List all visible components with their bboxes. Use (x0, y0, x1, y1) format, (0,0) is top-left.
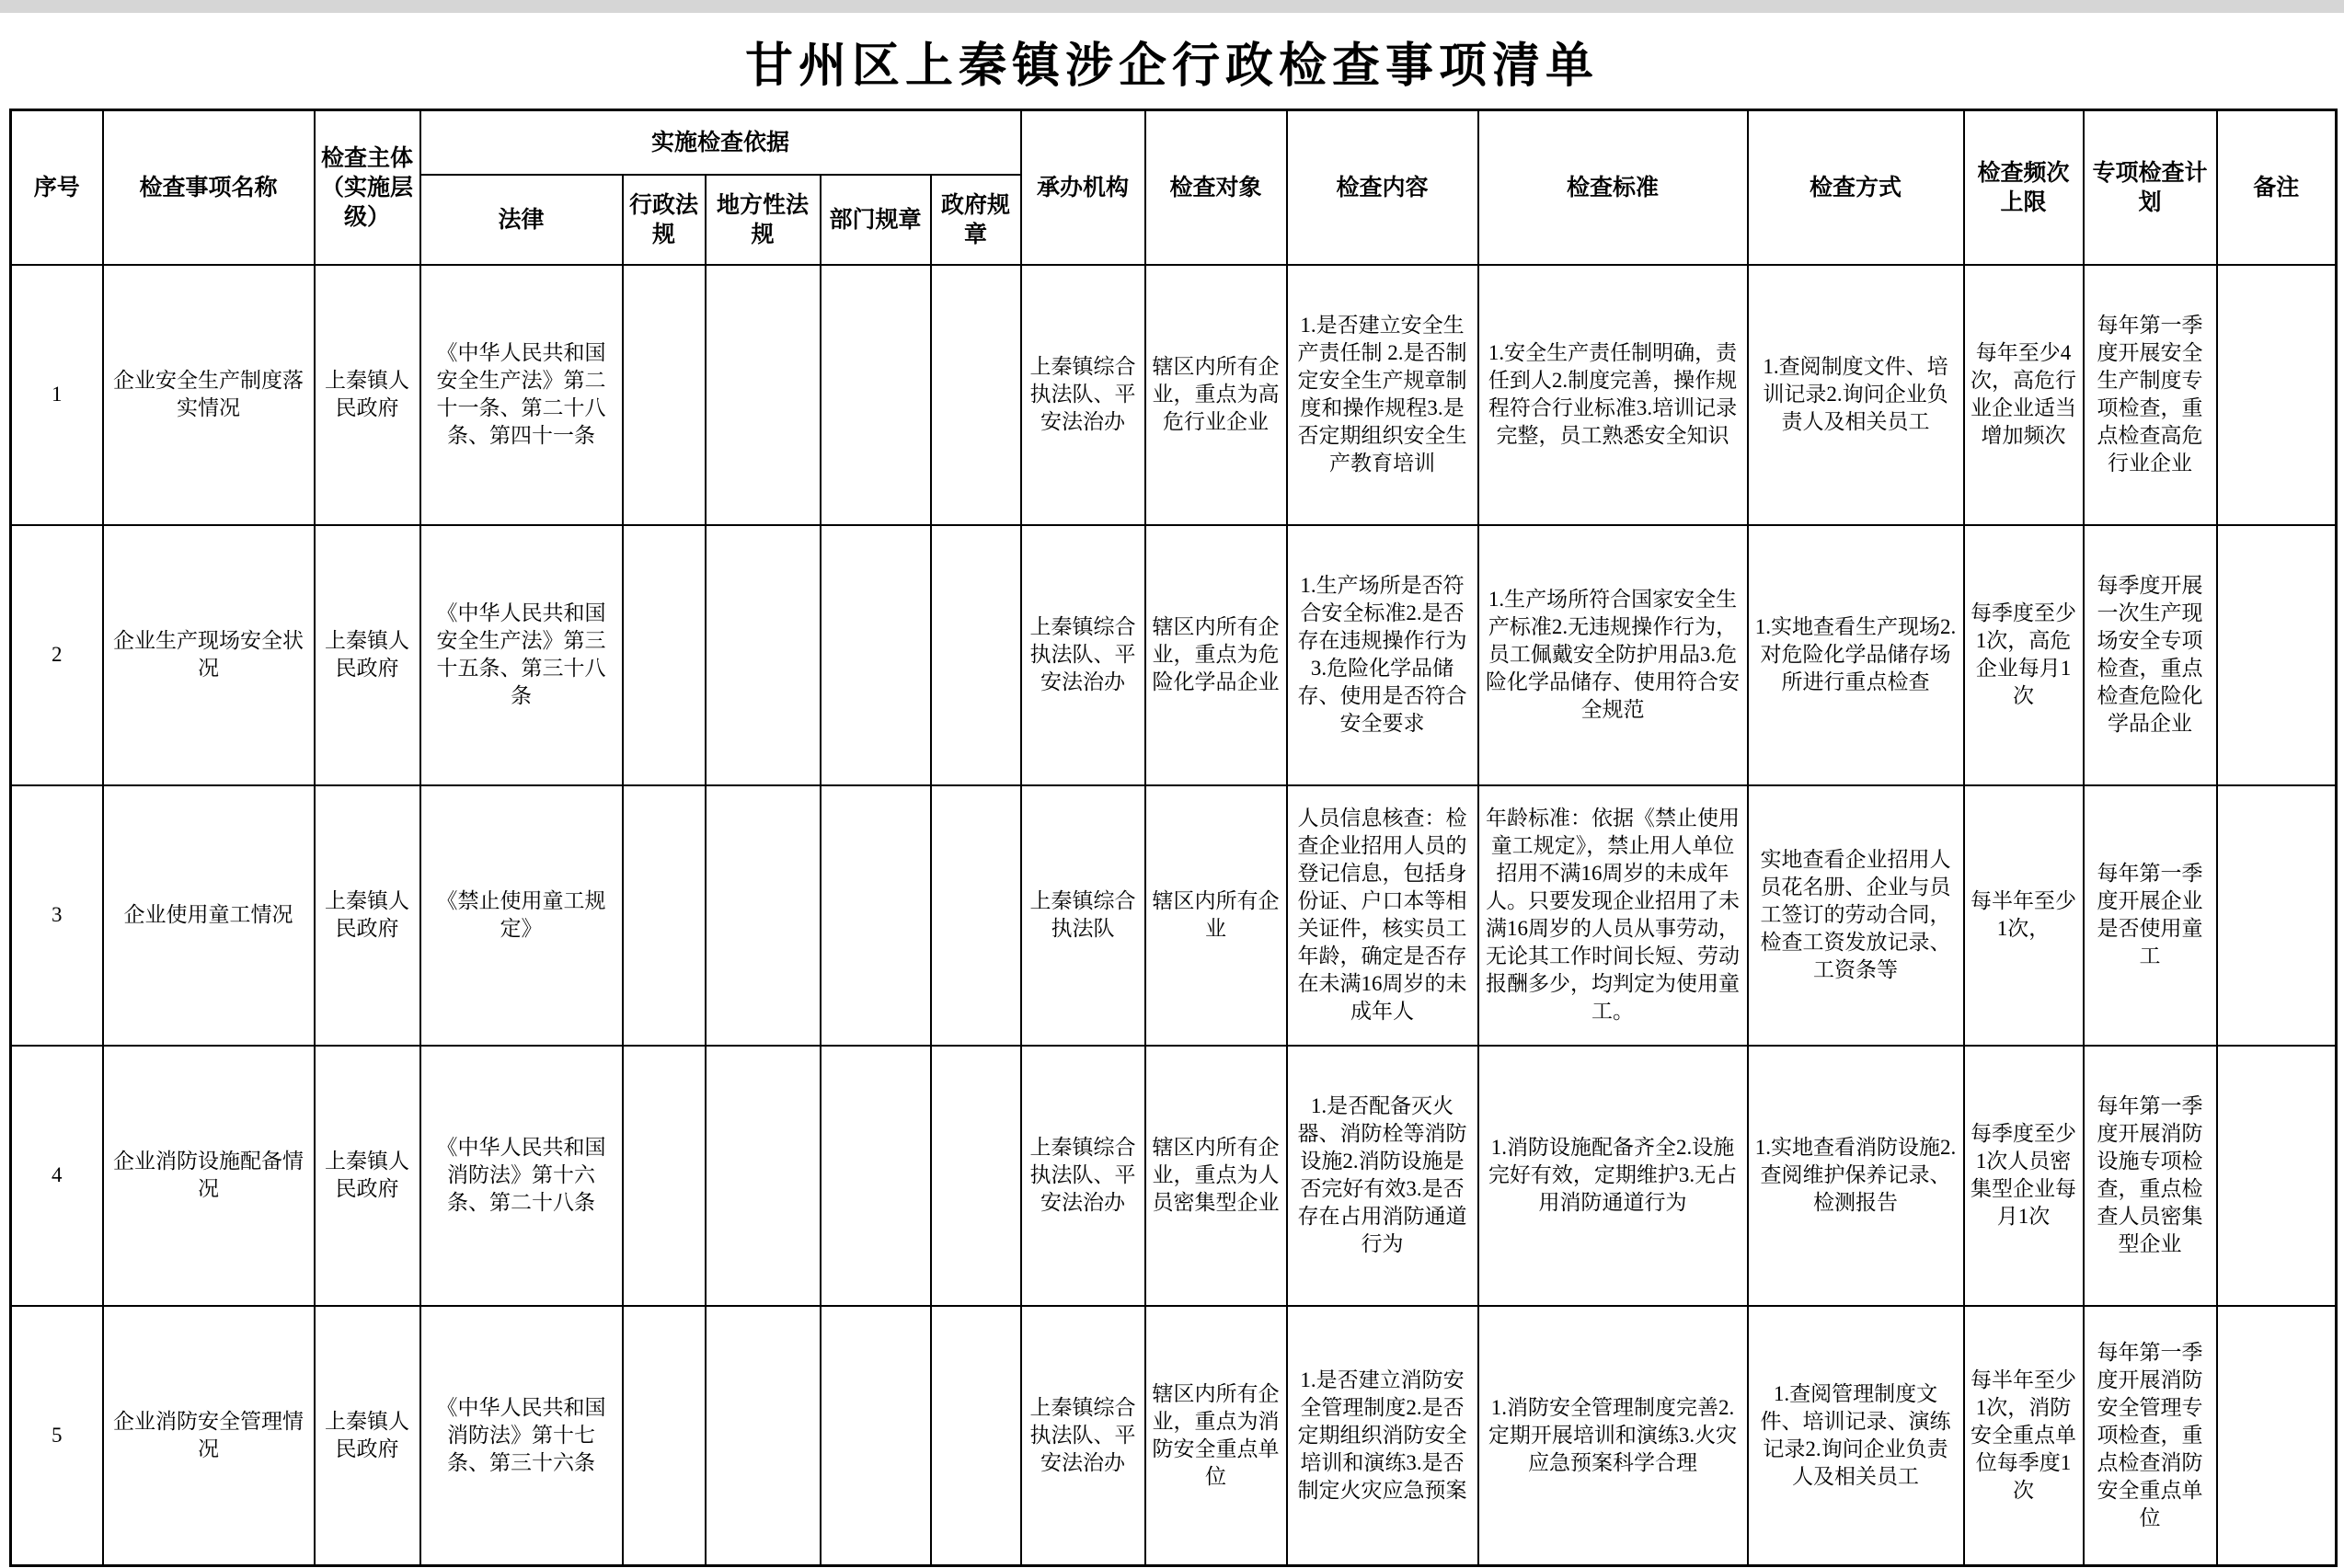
table-row-1 (11, 265, 2337, 525)
row-4-name: 企业消防设施配备情况 (103, 1046, 315, 1306)
row-4-subject: 上秦镇人民政府 (315, 1046, 420, 1306)
row-2-target: 辖区内所有企业，重点为危险化学品企业 (1145, 525, 1287, 785)
row-4-no: 4 (11, 1046, 103, 1306)
row-2-gov-rule (931, 525, 1021, 785)
row-5-frequency: 每半年至少1次，消防安全重点单位每季度1次 (1964, 1306, 2084, 1566)
header-subject: 检查主体（实施层级） (315, 110, 420, 265)
row-3-agency: 上秦镇综合执法队 (1021, 785, 1145, 1046)
row-3-remark (2217, 785, 2337, 1046)
row-2-dept-rule (821, 525, 931, 785)
row-5-content: 1.是否建立消防安全管理制度2.是否定期组织消防安全培训和演练3.是否制定火灾应急预案 (1287, 1306, 1478, 1566)
row-2-admin-reg (623, 525, 706, 785)
row-2-name: 企业生产现场安全状况 (103, 525, 315, 785)
header-method: 检查方式 (1748, 110, 1964, 265)
row-5-dept-rule (821, 1306, 931, 1566)
row-2-no: 2 (11, 525, 103, 785)
row-5-remark (2217, 1306, 2337, 1566)
header-content: 检查内容 (1287, 110, 1478, 265)
row-2-subject: 上秦镇人民政府 (315, 525, 420, 785)
row-1-agency: 上秦镇综合执法队、平安法治办 (1021, 265, 1145, 525)
row-1-target: 辖区内所有企业，重点为高危行业企业 (1145, 265, 1287, 525)
row-3-subject: 上秦镇人民政府 (315, 785, 420, 1046)
row-5-plan: 每年第一季度开展消防安全管理专项检查，重点检查消防安全重点单位 (2084, 1306, 2217, 1566)
row-3-standard: 年龄标准：依据《禁止使用童工规定》，禁止用人单位招用不满16周岁的未成年人。只要发现企业招用了未满16周岁的人员从事劳动，无论其工作时间长短、劳动报酬多少，均判定为使用童工。 (1478, 785, 1748, 1046)
row-5-name: 企业消防安全管理情况 (103, 1306, 315, 1566)
row-4-agency: 上秦镇综合执法队、平安法治办 (1021, 1046, 1145, 1306)
row-1-subject: 上秦镇人民政府 (315, 265, 420, 525)
row-2-standard: 1.生产场所符合国家安全生产标准2.无违规操作行为，员工佩戴安全防护用品3.危险化学品储存、使用符合安全规范 (1478, 525, 1748, 785)
page-title: 甘州区上秦镇涉企行政检查事项清单 (744, 39, 1599, 93)
row-2-plan: 每季度开展一次生产现场安全专项检查，重点检查危险化学品企业 (2084, 525, 2217, 785)
row-2-remark (2217, 525, 2337, 785)
row-1-local-reg (706, 265, 821, 525)
row-3-content: 人员信息核查：检查企业招用人员的登记信息，包括身份证、户口本等相关证件，核实员工年龄，确定是否存在未满16周岁的未成年人 (1287, 785, 1478, 1046)
inspection-items-table (9, 109, 2338, 1567)
row-3-admin-reg (623, 785, 706, 1046)
row-5-method: 1.查阅管理制度文件、培训记录、演练记录2.询问企业负责人及相关员工 (1748, 1306, 1964, 1566)
row-3-target: 辖区内所有企业 (1145, 785, 1287, 1046)
row-1-law: 《中华人民共和国安全生产法》第二十一条、第二十八条、第四十一条 (420, 265, 623, 525)
table-row-3 (11, 785, 2337, 1046)
row-5-no: 5 (11, 1306, 103, 1566)
row-1-frequency: 每年至少4次，高危行业企业适当增加频次 (1964, 265, 2084, 525)
header-frequency: 检查频次上限 (1964, 110, 2084, 265)
row-2-frequency: 每季度至少1次，高危企业每月1次 (1964, 525, 2084, 785)
header-admin-reg: 行政法规 (623, 175, 706, 265)
header-dept-rule: 部门规章 (821, 175, 931, 265)
row-2-method: 1.实地查看生产现场2.对危险化学品储存场所进行重点检查 (1748, 525, 1964, 785)
row-4-gov-rule (931, 1046, 1021, 1306)
row-4-target: 辖区内所有企业，重点为人员密集型企业 (1145, 1046, 1287, 1306)
row-3-dept-rule (821, 785, 931, 1046)
header-target: 检查对象 (1145, 110, 1287, 265)
row-5-local-reg (706, 1306, 821, 1566)
row-5-gov-rule (931, 1306, 1021, 1566)
row-5-agency: 上秦镇综合执法队、平安法治办 (1021, 1306, 1145, 1566)
row-1-plan: 每年第一季度开展安全生产制度专项检查，重点检查高危行业企业 (2084, 265, 2217, 525)
row-3-local-reg (706, 785, 821, 1046)
window-top-strip (0, 0, 2344, 13)
row-2-content: 1.生产场所是否符合安全标准2.是否存在违规操作行为3.危险化学品储存、使用是否符合安全要求 (1287, 525, 1478, 785)
row-4-law: 《中华人民共和国消防法》第十六条、第二十八条 (420, 1046, 623, 1306)
row-1-method: 1.查阅制度文件、培训记录2.询问企业负责人及相关员工 (1748, 265, 1964, 525)
row-2-agency: 上秦镇综合执法队、平安法治办 (1021, 525, 1145, 785)
row-1-admin-reg (623, 265, 706, 525)
row-3-plan: 每年第一季度开展企业是否使用童工 (2084, 785, 2217, 1046)
row-1-gov-rule (931, 265, 1021, 525)
header-gov-rule: 政府规章 (931, 175, 1021, 265)
header-basis-group: 实施检查依据 (420, 110, 1021, 175)
row-4-remark (2217, 1046, 2337, 1306)
table-row-2 (11, 525, 2337, 785)
row-5-target: 辖区内所有企业，重点为消防安全重点单位 (1145, 1306, 1287, 1566)
table-row-5 (11, 1306, 2337, 1566)
title-band (0, 13, 2344, 109)
row-2-law: 《中华人民共和国安全生产法》第三十五条、第三十八条 (420, 525, 623, 785)
header-name: 检查事项名称 (103, 110, 315, 265)
row-4-dept-rule (821, 1046, 931, 1306)
row-3-no: 3 (11, 785, 103, 1046)
row-4-frequency: 每季度至少1次人员密集型企业每月1次 (1964, 1046, 2084, 1306)
row-1-standard: 1.安全生产责任制明确，责任到人2.制度完善，操作规程符合行业标准3.培训记录完整，员工熟悉安全知识 (1478, 265, 1748, 525)
row-3-method: 实地查看企业招用人员花名册、企业与员工签订的劳动合同，检查工资发放记录、工资条等 (1748, 785, 1964, 1046)
header-agency: 承办机构 (1021, 110, 1145, 265)
row-1-content: 1.是否建立安全生产责任制 2.是否制定安全生产规章制度和操作规程3.是否定期组织安全生产教育培训 (1287, 265, 1478, 525)
row-2-local-reg (706, 525, 821, 785)
row-4-content: 1.是否配备灭火器、消防栓等消防设施2.消防设施是否完好有效3.是否存在占用消防通道行为 (1287, 1046, 1478, 1306)
header-no: 序号 (11, 110, 103, 265)
row-5-subject: 上秦镇人民政府 (315, 1306, 420, 1566)
row-1-name: 企业安全生产制度落实情况 (103, 265, 315, 525)
header-law: 法律 (420, 175, 623, 265)
row-4-local-reg (706, 1046, 821, 1306)
row-5-law: 《中华人民共和国消防法》第十七条、第三十六条 (420, 1306, 623, 1566)
header-local-reg: 地方性法规 (706, 175, 821, 265)
header-remark: 备注 (2217, 110, 2337, 265)
row-4-admin-reg (623, 1046, 706, 1306)
header-plan: 专项检查计划 (2084, 110, 2217, 265)
row-1-dept-rule (821, 265, 931, 525)
row-1-remark (2217, 265, 2337, 525)
row-1-no: 1 (11, 265, 103, 525)
row-3-gov-rule (931, 785, 1021, 1046)
row-3-name: 企业使用童工情况 (103, 785, 315, 1046)
row-4-plan: 每年第一季度开展消防设施专项检查，重点检查人员密集型企业 (2084, 1046, 2217, 1306)
table-row-4 (11, 1046, 2337, 1306)
row-5-standard: 1.消防安全管理制度完善2.定期开展培训和演练3.火灾应急预案科学合理 (1478, 1306, 1748, 1566)
header-standard: 检查标准 (1478, 110, 1748, 265)
row-4-method: 1.实地查看消防设施2.查阅维护保养记录、检测报告 (1748, 1046, 1964, 1306)
row-5-admin-reg (623, 1306, 706, 1566)
row-3-law: 《禁止使用童工规定》 (420, 785, 623, 1046)
row-4-standard: 1.消防设施配备齐全2.设施完好有效，定期维护3.无占用消防通道行为 (1478, 1046, 1748, 1306)
row-3-frequency: 每半年至少1次， (1964, 785, 2084, 1046)
